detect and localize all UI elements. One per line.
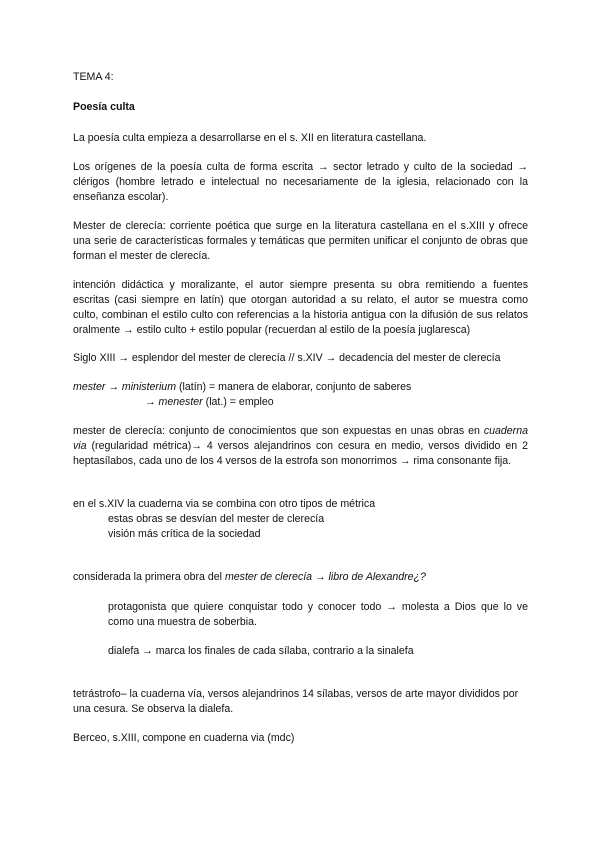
etym-word-mester: mester bbox=[73, 381, 106, 393]
etym-word-ministerium: ministerium bbox=[121, 381, 177, 393]
cuaderna-text-c: (regularidad métrica)→ 4 versos alejandrinos con cesura en medio, versos dividido en 2 heptasílabos, cada uno de los 4 versos de la estrofa son monorrimos → rima consonante fija. bbox=[73, 440, 528, 467]
section-title: Poesía culta bbox=[73, 101, 135, 113]
first-work-text: considerada la primera obra del bbox=[73, 571, 225, 583]
etym-arrow-2: → bbox=[145, 396, 159, 408]
paragraph-dialefa: dialefa → marca los finales de cada sílaba, contrario a la sinalefa bbox=[108, 645, 414, 657]
etym-arrow-1: → bbox=[105, 381, 122, 393]
cuaderna-term: cuaderna via bbox=[73, 425, 528, 452]
etym-meaning-1: (latín) = manera de elaborar, conjunto de saberes bbox=[176, 381, 412, 393]
etym-word-menester: menester bbox=[158, 396, 203, 408]
cuaderna-text-a: mester de clerecía: conjunto de conocimientos que son expuestas en unas obras en bbox=[73, 425, 484, 437]
etym-meaning-2: (lat.) = empleo bbox=[202, 396, 274, 408]
paragraph-first-work bbox=[73, 570, 528, 585]
paragraph-origins: Los orígenes de la poesía culta de forma escrita → sector letrado y culto de la sociedad → clérigos (hombre letrado e intelectual no necesariamente de la iglesia, relacionado con la enseñanza escolar). bbox=[73, 161, 528, 203]
first-work-title: mester de clerecía → libro de Alexandre¿? bbox=[224, 571, 426, 583]
paragraph-characteristics: intención didáctica y moralizante, el autor siempre presenta su obra remitiendo a fuentes escritas (casi siempre en latín) que otorgan autoridad a su relato, el autor se muestra como culto, combinan el estilo culto con referencias a la historia antigua con la difusión de sus relatos oralmente → estilo culto + estilo popular (recuerdan al estilo de la poesía juglaresca) bbox=[73, 279, 528, 336]
paragraph-timeline: Siglo XIII → esplendor del mester de clerecía // s.XIV → decadencia del mester de clerecía bbox=[73, 352, 501, 364]
etymology-block bbox=[73, 380, 528, 410]
paragraph-mester-definition: Mester de clerecía: corriente poética que surge en la literatura castellana en el s.XIII y ofrece una serie de características formales y temáticas que permiten unificar el conjunto de obras que forman el mester de clerecía. bbox=[73, 220, 528, 262]
paragraph-protagonist: protagonista que quiere conquistar todo y conocer todo → molesta a Dios que lo ve como una muestra de soberbia. bbox=[108, 601, 528, 628]
paragraph-berceo: Berceo, s.XIII, compone en cuaderna via (mdc) bbox=[73, 732, 295, 744]
paragraph-tetrastrofo: tetrástrofo– la cuaderna vía, versos alejandrinos 14 sílabas, versos de arte mayor divididos por una cesura. Se observa la dialefa. bbox=[73, 688, 519, 715]
paragraph-xiv-line-1: en el s.XIV la cuaderna via se combina con otro tipos de métrica bbox=[73, 498, 376, 510]
paragraph-cuaderna-via bbox=[73, 424, 528, 469]
paragraph-xiv-line-3: visión más crítica de la sociedad bbox=[108, 528, 261, 540]
paragraph-xiv-line-2: estas obras se desvían del mester de clerecía bbox=[108, 513, 325, 525]
paragraph-intro: La poesía culta empieza a desarrollarse en el s. XII en literatura castellana. bbox=[73, 132, 427, 144]
heading: TEMA 4: bbox=[73, 71, 114, 83]
etymology-line-2 bbox=[73, 395, 528, 410]
etymology-line-1 bbox=[73, 380, 528, 395]
